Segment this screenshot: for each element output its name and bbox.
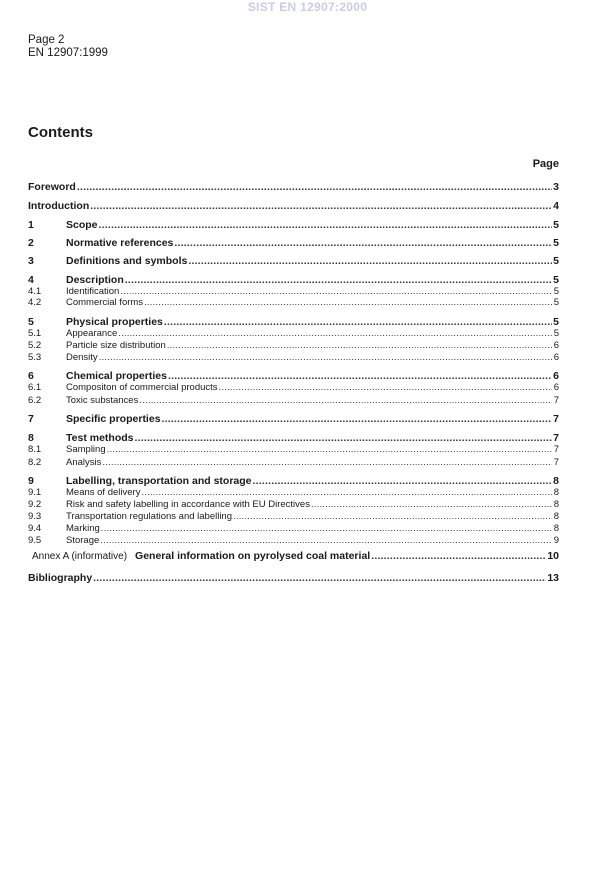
toc-entry-6-2[interactable] [28, 395, 559, 407]
toc-page: 7 [553, 444, 559, 455]
toc-number: 3 [28, 255, 34, 267]
toc-title: Scope [66, 219, 98, 231]
dot-leader [219, 382, 552, 394]
toc-page: 5 [553, 328, 559, 339]
toc-number: 9.3 [28, 511, 42, 522]
toc-page: 8 [553, 523, 559, 534]
toc-title: Definitions and symbols [66, 255, 188, 267]
toc-entry-9-5[interactable] [28, 535, 559, 547]
toc-title: Particle size distribution [66, 340, 166, 351]
dot-leader [141, 487, 552, 499]
page-header [28, 34, 108, 60]
toc-number: 9.4 [28, 523, 42, 534]
toc-number: 5.2 [28, 340, 42, 351]
dot-leader [107, 444, 552, 456]
toc-number: 8.1 [28, 444, 42, 455]
toc-title: Appearance [66, 328, 118, 339]
watermark: SIST EN 12907:2000 [247, 0, 368, 14]
toc-entry-5[interactable] [28, 316, 559, 328]
toc-title: Toxic substances [66, 395, 139, 406]
toc-page: 7 [553, 457, 559, 468]
dot-leader [162, 413, 552, 425]
dot-leader [139, 395, 552, 407]
dot-leader [253, 475, 552, 487]
toc-entry-5-3[interactable] [28, 352, 559, 364]
toc-number: 8.2 [28, 457, 42, 468]
toc-page: 8 [553, 511, 559, 522]
toc-entry-9-3[interactable] [28, 511, 559, 523]
dot-leader [167, 340, 552, 352]
toc-title: Introduction [28, 200, 90, 212]
toc-page: 7 [553, 413, 559, 425]
toc-number: 7 [28, 413, 34, 425]
toc-page: 6 [553, 340, 559, 351]
toc-number: 9.2 [28, 499, 42, 510]
toc-number: 9 [28, 475, 34, 487]
toc-entry-6[interactable] [28, 370, 559, 382]
toc-entry-annex-a[interactable] [32, 550, 559, 562]
dot-leader [118, 328, 552, 340]
toc-page: 8 [553, 499, 559, 510]
dot-leader [93, 572, 546, 584]
toc-entry-bibliography[interactable] [28, 572, 559, 584]
toc-title: Marking [66, 523, 100, 534]
toc-number: 4.2 [28, 297, 42, 308]
toc-page: 7 [553, 395, 559, 406]
annex-label: Annex A (informative) [32, 551, 128, 562]
dot-leader [144, 297, 552, 309]
dot-leader [77, 181, 552, 193]
toc-page: 6 [553, 352, 559, 363]
toc-page: 8 [553, 487, 559, 498]
dot-leader [311, 499, 552, 511]
toc-title: Compositon of commercial products [66, 382, 218, 393]
document-id-line: EN 12907:1999 [28, 47, 108, 59]
toc-page: 5 [553, 316, 559, 328]
toc-title: Density [66, 352, 98, 363]
toc-entry-9-4[interactable] [28, 523, 559, 535]
toc-number: 6.1 [28, 382, 42, 393]
toc-title: Commercial forms [66, 297, 144, 308]
toc-number: 6 [28, 370, 34, 382]
toc-page: 5 [553, 297, 559, 308]
toc-number: 1 [28, 219, 34, 231]
toc-title: General information on pyrolysed coal material [135, 550, 371, 562]
toc-entry-4[interactable] [28, 274, 559, 286]
dot-leader [102, 457, 552, 469]
dot-leader [101, 523, 552, 535]
dot-leader [100, 535, 552, 547]
toc-title: Identification [66, 286, 120, 297]
toc-entry-5-1[interactable] [28, 328, 559, 340]
toc-page: 4 [553, 200, 559, 212]
toc-page: 5 [553, 237, 559, 249]
toc-entry-2[interactable] [28, 237, 559, 249]
toc-number: 2 [28, 237, 34, 249]
toc-entry-7[interactable] [28, 413, 559, 425]
toc-title: Risk and safety labelling in accordance with EU Directives [66, 499, 310, 510]
dot-leader [125, 274, 552, 286]
toc-entry-5-2[interactable] [28, 340, 559, 352]
toc-number: 5.3 [28, 352, 42, 363]
toc-page: 6 [553, 370, 559, 382]
dot-leader [233, 511, 552, 523]
toc-page: 10 [547, 550, 559, 562]
dot-leader [90, 200, 552, 212]
page-column-label: Page [532, 158, 559, 170]
toc-number: 5.1 [28, 328, 42, 339]
dot-leader [99, 219, 552, 231]
toc-title: Foreword [28, 181, 76, 193]
toc-number: 4.1 [28, 286, 42, 297]
toc-page: 5 [553, 274, 559, 286]
toc-page: 3 [553, 181, 559, 193]
toc-entry-9-2[interactable] [28, 499, 559, 511]
toc-title: Specific properties [66, 413, 161, 425]
toc-number: 8 [28, 432, 34, 444]
toc-page: 5 [553, 286, 559, 297]
toc-entry-8-2[interactable] [28, 457, 559, 469]
toc-title: Test methods [66, 432, 134, 444]
toc-title: Analysis [66, 457, 102, 468]
toc-page: 13 [547, 572, 559, 584]
toc-title: Chemical properties [66, 370, 167, 382]
dot-leader [371, 550, 546, 562]
toc-title: Storage [66, 535, 100, 546]
dot-leader [188, 255, 552, 267]
toc-number: 9.1 [28, 487, 42, 498]
toc-entry-1[interactable] [28, 219, 559, 231]
toc-title: Labelling, transportation and storage [66, 475, 252, 487]
page-number-line: Page 2 [28, 34, 65, 46]
dot-leader [134, 432, 552, 444]
toc-page: 5 [553, 255, 559, 267]
toc-title: Bibliography [28, 572, 93, 584]
dot-leader [164, 316, 552, 328]
toc-entry-8-1[interactable] [28, 444, 559, 456]
toc-entry-4-2[interactable] [28, 297, 559, 309]
toc-page: 8 [553, 475, 559, 487]
toc-title: Normative references [66, 237, 174, 249]
toc-entry-introduction[interactable] [28, 200, 559, 212]
dot-leader [99, 352, 552, 364]
toc-entry-foreword[interactable] [28, 181, 559, 193]
dot-leader [168, 370, 552, 382]
toc-page: 7 [553, 432, 559, 444]
toc-title: Means of delivery [66, 487, 141, 498]
toc-entry-9[interactable] [28, 475, 559, 487]
toc-number: 6.2 [28, 395, 42, 406]
toc-entry-3[interactable] [28, 255, 559, 267]
toc-title: Physical properties [66, 316, 163, 328]
toc-page: 5 [553, 219, 559, 231]
toc-number: 5 [28, 316, 34, 328]
toc-title: Description [66, 274, 124, 286]
toc-title: Transportation regulations and labelling [66, 511, 233, 522]
toc-entry-8[interactable] [28, 432, 559, 444]
toc-page: 6 [553, 382, 559, 393]
toc-entry-9-1[interactable] [28, 487, 559, 499]
contents-title: Contents [28, 124, 93, 141]
toc-entry-6-1[interactable] [28, 382, 559, 394]
toc-title: Sampling [66, 444, 106, 455]
toc-number: 9.5 [28, 535, 42, 546]
toc-number: 4 [28, 274, 34, 286]
dot-leader [174, 237, 552, 249]
toc-page: 9 [553, 535, 559, 546]
